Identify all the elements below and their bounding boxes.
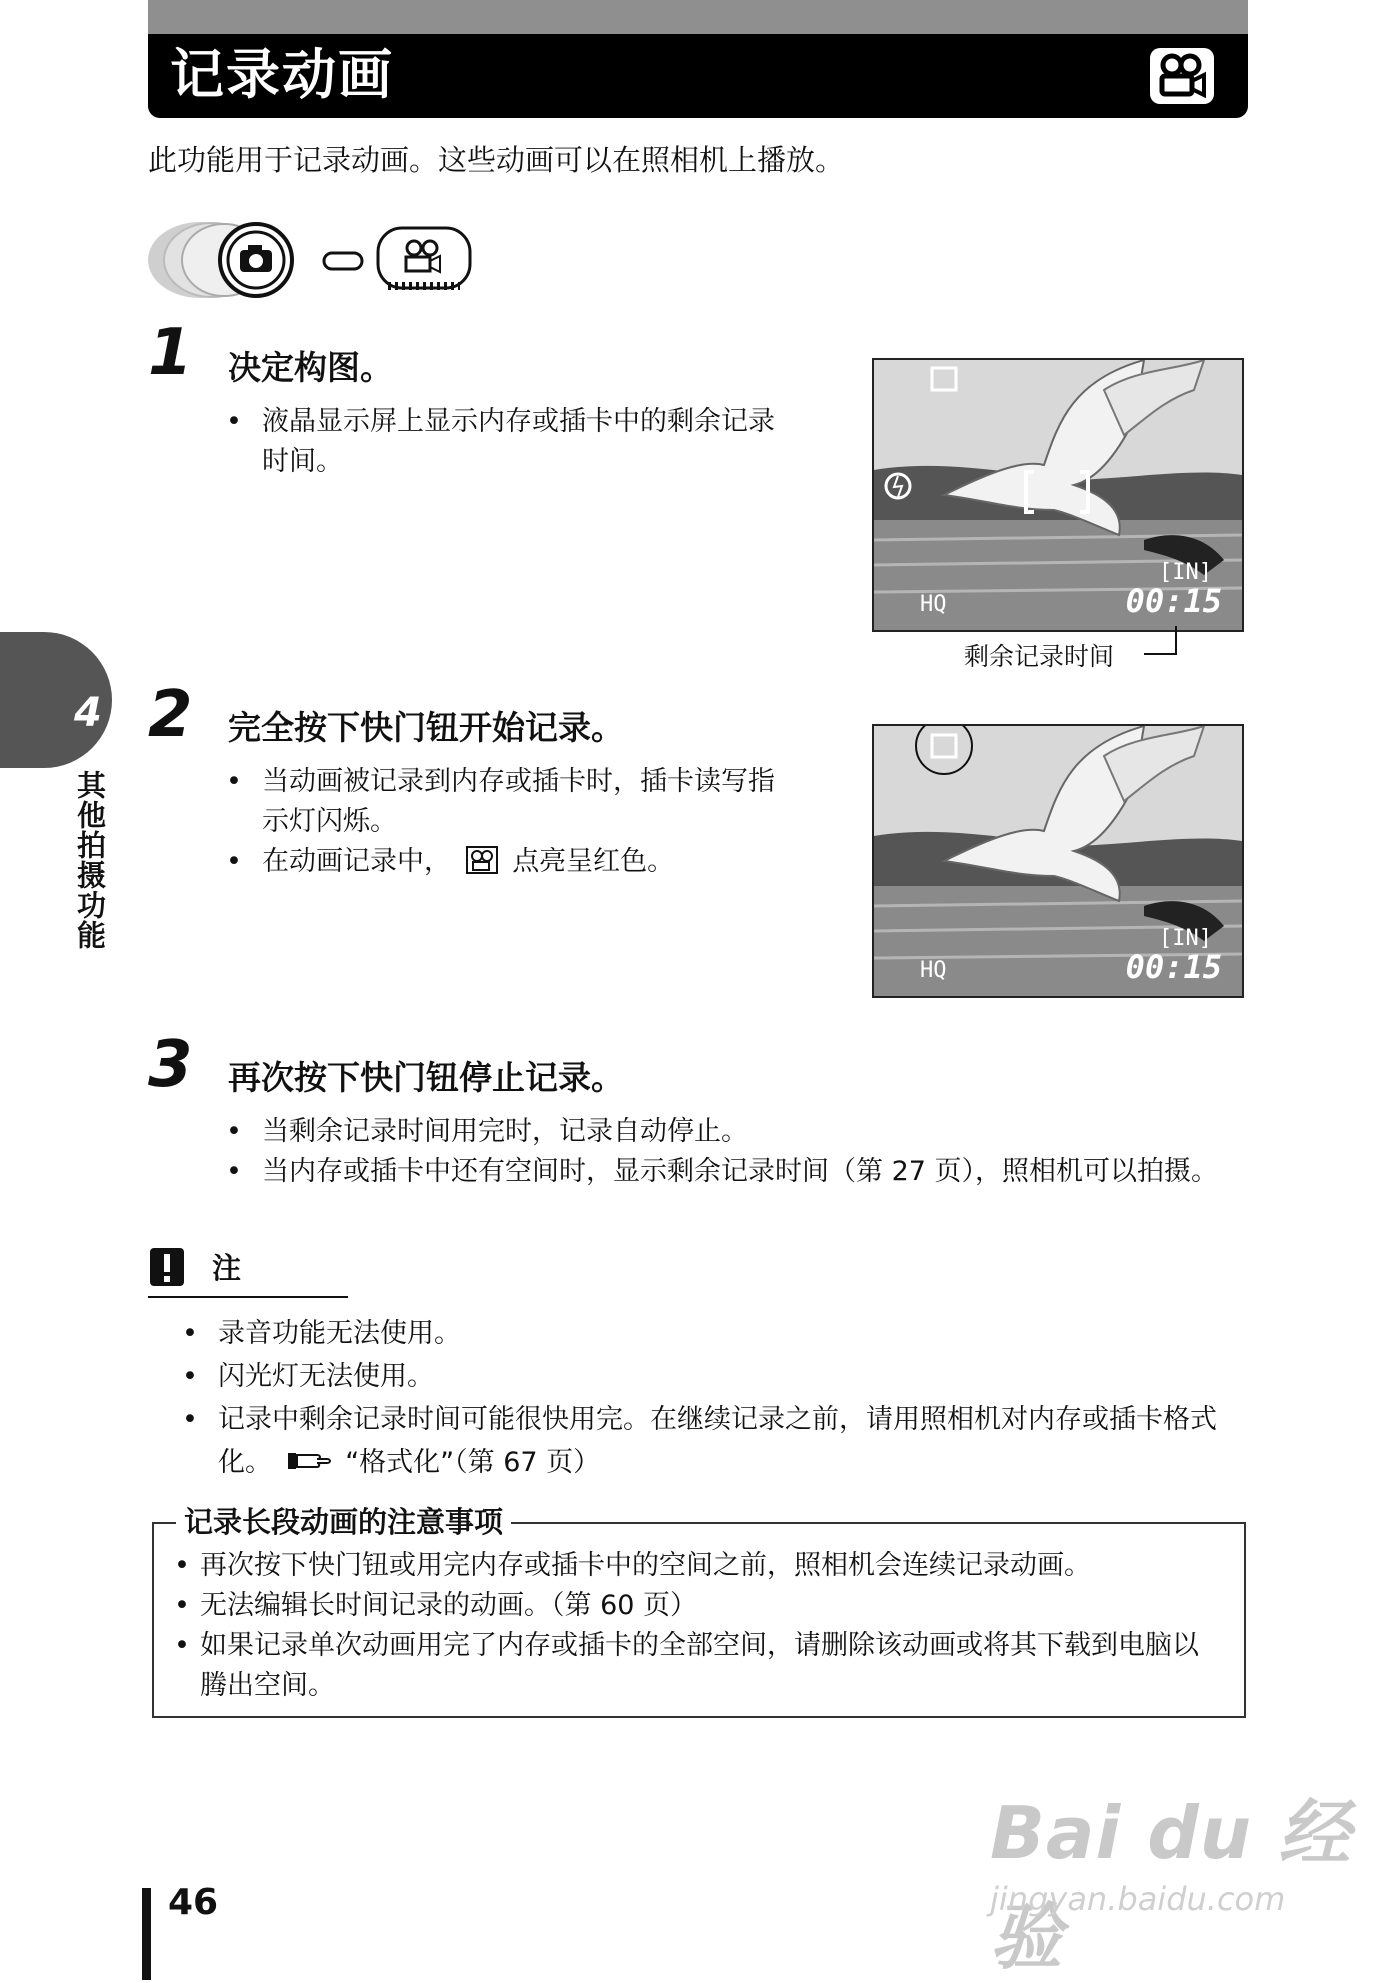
list-item: • 录音功能无法使用。 bbox=[182, 1312, 1252, 1355]
baidu-watermark: Bai du 经验 bbox=[990, 1791, 1352, 1979]
memory-indicator: [IN] bbox=[1159, 926, 1212, 951]
quality-indicator: HQ bbox=[920, 592, 947, 617]
long-movie-list bbox=[174, 1546, 1224, 1706]
remaining-time: 00:15 bbox=[1125, 582, 1222, 620]
step-1-title: 决定构图。 bbox=[228, 348, 393, 387]
list-item-text: 记录中剩余记录时间可能很快用完。在继续记录之前，请用照相机对内存或插卡格式化。 bbox=[218, 1404, 1217, 1478]
long-movie-title: 记录长段动画的注意事项 bbox=[176, 1502, 511, 1542]
list-item: • 当剩余记录时间用完时，记录自动停止。 bbox=[226, 1112, 1246, 1152]
list-item: • 如果记录单次动画用完了内存或插卡的全部空间，请删除该动画或将其下载到电脑以腾出空间。 bbox=[174, 1626, 1224, 1706]
step-3-title: 再次按下快门钮停止记录。 bbox=[228, 1058, 624, 1097]
long-movie-box bbox=[152, 1505, 1246, 1718]
mode-dial-illustration bbox=[148, 220, 478, 300]
caption-leader-line bbox=[1140, 626, 1180, 660]
step-1-bullets bbox=[226, 402, 786, 482]
remaining-time: 00:15 bbox=[1125, 948, 1222, 986]
step-2-bullets bbox=[226, 762, 786, 882]
intro-text: 此功能用于记录动画。这些动画可以在照相机上播放。 bbox=[148, 143, 845, 177]
chapter-number: 4 bbox=[74, 690, 102, 736]
list-item: • 无法编辑长时间记录的动画。（第 60 页） bbox=[174, 1586, 1224, 1626]
step-2-title: 完全按下快门钮开始记录。 bbox=[228, 708, 624, 747]
list-item-text: “格式化”（第 67 页） bbox=[345, 1447, 601, 1478]
step-3-number: 3 bbox=[148, 1028, 193, 1102]
caution-icon bbox=[150, 1248, 184, 1286]
step-3-bullets bbox=[226, 1112, 1246, 1192]
page-number-bar bbox=[142, 1888, 151, 1980]
list-item-text: 点亮呈红色。 bbox=[512, 846, 675, 877]
note-list bbox=[182, 1312, 1252, 1484]
page-number: 46 bbox=[168, 1882, 219, 1923]
list-item-text: 在动画记录中， bbox=[262, 846, 451, 877]
list-item: • 闪光灯无法使用。 bbox=[182, 1355, 1252, 1398]
list-item bbox=[182, 1398, 1252, 1484]
reference-hand-icon bbox=[287, 1443, 331, 1467]
chapter-label: 其他拍摄功能 bbox=[73, 770, 107, 950]
movie-record-icon bbox=[466, 846, 498, 874]
lcd-screen-2 bbox=[872, 724, 1244, 998]
note-title: 注 bbox=[212, 1251, 242, 1285]
movie-camera-icon bbox=[1150, 48, 1214, 104]
list-item: • 当动画被记录到内存或插卡时，插卡读写指示灯闪烁。 bbox=[226, 762, 786, 842]
list-item bbox=[226, 842, 786, 882]
header-rule bbox=[148, 0, 1248, 34]
list-item: • 当内存或插卡中还有空间时，显示剩余记录时间（第 27 页），照相机可以拍摄。 bbox=[226, 1152, 1246, 1192]
remaining-time-caption: 剩余记录时间 bbox=[964, 642, 1115, 671]
memory-indicator: [IN] bbox=[1159, 560, 1212, 585]
step-2-number: 2 bbox=[148, 678, 193, 752]
lcd-screen-1 bbox=[872, 358, 1244, 632]
watermark-url: jingyan.baidu.com bbox=[990, 1880, 1286, 1918]
note-header bbox=[148, 1246, 348, 1298]
list-item: • 再次按下快门钮或用完内存或插卡中的空间之前，照相机会连续记录动画。 bbox=[174, 1546, 1224, 1586]
list-item: • 液晶显示屏上显示内存或插卡中的剩余记录时间。 bbox=[226, 402, 786, 482]
page-title: 记录动画 bbox=[170, 43, 394, 106]
title-bar bbox=[148, 34, 1248, 118]
quality-indicator: HQ bbox=[920, 958, 947, 983]
step-1-number: 1 bbox=[148, 316, 193, 390]
